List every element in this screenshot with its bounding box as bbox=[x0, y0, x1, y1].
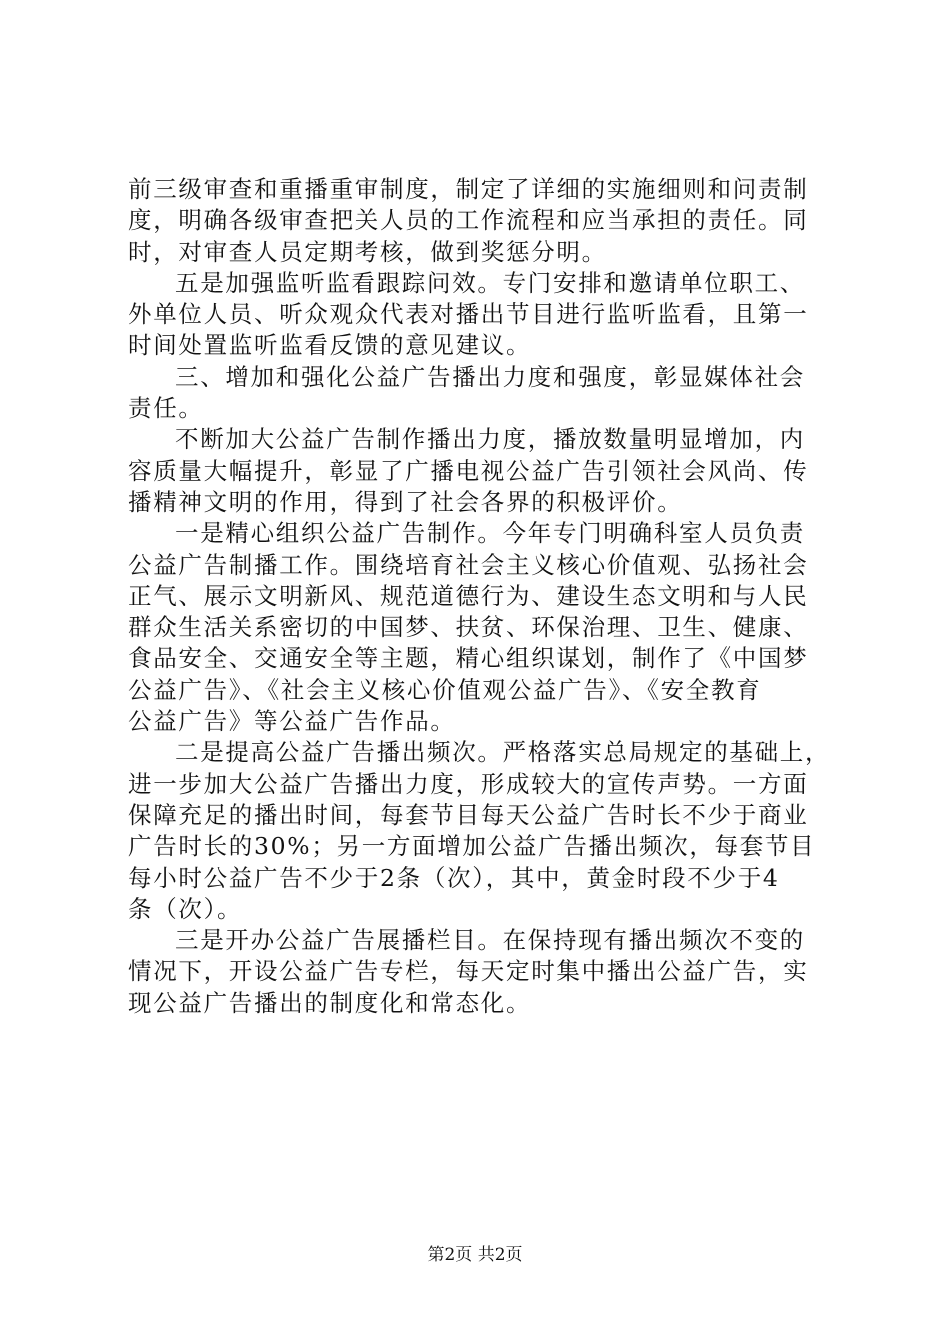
paragraph-first-line: 二是提高公益广告播出频次。严格落实总局规定的基础上， bbox=[175, 738, 831, 767]
text-line: 食品安全、交通安全等主题，精心组织谋划，制作了《中国梦 bbox=[128, 644, 809, 673]
text-line: 度，明确各级审查把关人员的工作流程和应当承担的责任。同 bbox=[128, 206, 809, 235]
paragraph-first-line: 五是加强监听监看跟踪问效。专门安排和邀请单位职工、 bbox=[175, 268, 805, 297]
section-heading-line: 三、增加和强化公益广告播出力度和强度，彰显媒体社会 bbox=[175, 362, 805, 391]
text-line: 进一步加大公益广告播出力度，形成较大的宣传声势。一方面 bbox=[128, 769, 809, 798]
page-number-footer: 第2页 共2页 bbox=[427, 1245, 523, 1265]
text-line: 正气、展示文明新风、规范道德行为、建设生态文明和与人民 bbox=[128, 581, 809, 610]
text-line: 公益广告》、《社会主义核心价值观公益广告》、《安全教育 bbox=[128, 675, 762, 704]
text-line: 广告时长的30%；另一方面增加公益广告播出频次，每套节目 bbox=[128, 832, 816, 861]
paragraph-first-line: 不断加大公益广告制作播出力度，播放数量明显增加，内 bbox=[175, 425, 805, 454]
document-body bbox=[128, 174, 838, 1019]
text-line: 群众生活关系密切的中国梦、扶贫、环保治理、卫生、健康、 bbox=[128, 613, 809, 642]
text-line: 时，对审查人员定期考核，做到奖惩分明。 bbox=[128, 237, 607, 266]
paragraph-first-line: 三是开办公益广告展播栏目。在保持现有播出频次不变的 bbox=[175, 926, 805, 955]
text-line: 公益广告制播工作。围绕培育社会主义核心价值观、弘扬社会 bbox=[128, 550, 809, 579]
paragraph-first-line: 一是精心组织公益广告制作。今年专门明确科室人员负责 bbox=[175, 519, 805, 548]
text-line: 播精神文明的作用，得到了社会各界的积极评价。 bbox=[128, 487, 683, 516]
text-line: 保障充足的播出时间，每套节目每天公益广告时长不少于商业 bbox=[128, 800, 809, 829]
section-heading-line: 责任。 bbox=[128, 394, 204, 423]
text-line: 公益广告》等公益广告作品。 bbox=[128, 707, 456, 736]
text-line: 每小时公益广告不少于2条（次），其中，黄金时段不少于4 bbox=[128, 863, 780, 892]
text-line: 前三级审查和重播重审制度，制定了详细的实施细则和问责制 bbox=[128, 175, 809, 203]
text-line: 容质量大幅提升，彰显了广播电视公益广告引领社会风尚、传 bbox=[128, 456, 809, 485]
text-line: 条（次）。 bbox=[128, 894, 243, 923]
text-line: 外单位人员、听众观众代表对播出节目进行监听监看，且第一 bbox=[128, 300, 809, 329]
text-line: 情况下，开设公益广告专栏，每天定时集中播出公益广告，实 bbox=[128, 957, 809, 986]
text-line: 时间处置监听监看反馈的意见建议。 bbox=[128, 331, 532, 360]
text-line: 现公益广告播出的制度化和常态化。 bbox=[128, 988, 532, 1017]
